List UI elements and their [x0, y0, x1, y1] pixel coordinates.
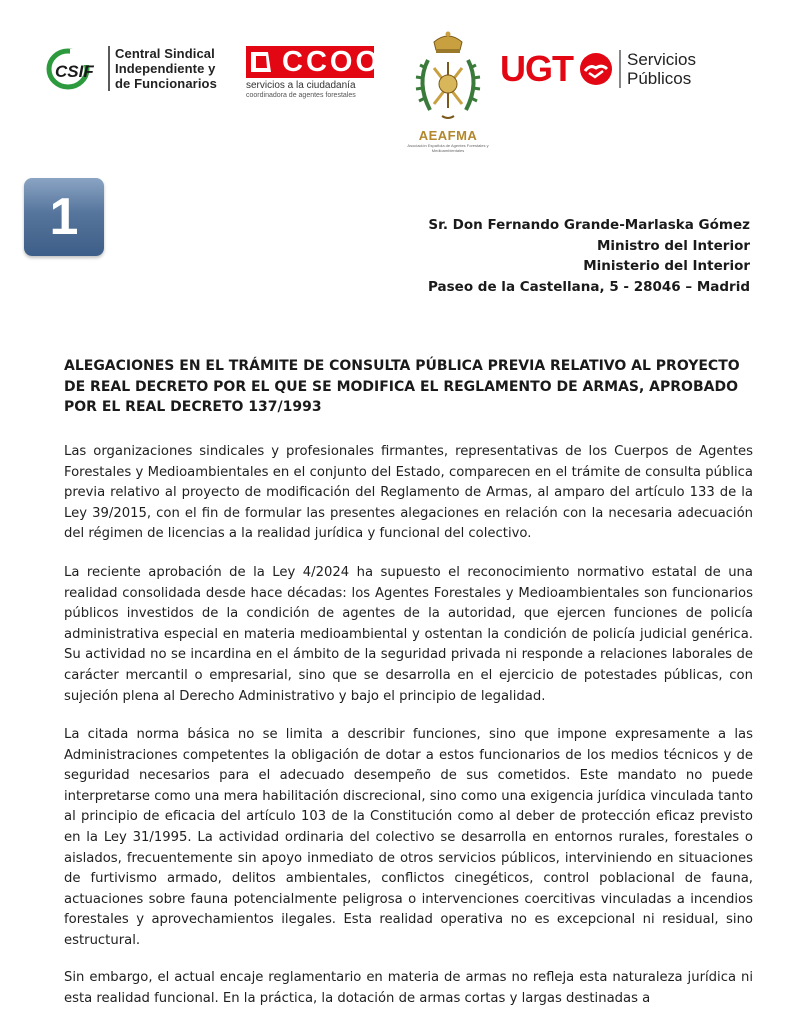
csif-line-3: de Funcionarios	[115, 76, 217, 91]
ccoo-symbol-icon	[246, 46, 276, 78]
aeafma-logo	[398, 28, 498, 153]
csif-name	[108, 46, 217, 91]
document-title: ALEGACIONES EN EL TRÁMITE DE CONSULTA PÚBLICA PREVIA RELATIVO AL PROYECTO DE REAL DECRETO POR EL QUE SE MODIFICA EL REGLAMENTO DE ARMAS, APROBADO POR EL REAL DECRETO 137/1993	[64, 358, 740, 415]
ccoo-subtitle: servicios a la ciudadanía	[246, 80, 356, 91]
paragraph: Las organizaciones sindicales y profesionales firmantes, representativas de los Cuerpos de Agentes Forestales y Medioambientales en el conjunto del Estado, comparecen en el trámite de consulta pública previa relativo al proyecto de modificación del Reglamento de Armas, al amparo del artículo 133 de la Ley 39/2015, con el fin de formular las presentes alegaciones en relación con la necesaria adecuación del régimen de licencias a la realidad jurídica y funcional del colectivo.	[64, 444, 753, 542]
ccoo-name: CCOO	[282, 46, 381, 78]
ccoo-box	[246, 46, 381, 78]
page-number-badge	[24, 178, 104, 256]
ccoo-logo	[246, 46, 381, 100]
ugt-logo	[500, 50, 696, 88]
csif-line-1: Central Sindical	[115, 46, 215, 61]
paragraph: La reciente aprobación de la Ley 4/2024 ha supuesto el reconocimiento normativo estatal de una realidad consolidada desde hace décadas: los Agentes Forestales y Medioambientales son funcionarios públicos investidos de la condición de agentes de la autoridad, que ejercen funciones de policía administrativa especial en materia medioambiental y ostentan la condición de policía judicial genérica. Su actividad no se incardina en el ámbito de la seguridad privada ni responde a relaciones laborales de carácter mercantil o empresarial, sino que se desarrolla en el ejercicio de potestades públicas, con sujeción plena al Derecho Administrativo y bajo el principio de legalidad.	[64, 565, 753, 704]
ugt-service	[619, 50, 696, 88]
ugt-handshake-icon	[579, 52, 613, 86]
aeafma-emblem-icon	[408, 28, 488, 128]
ugt-service-line-1: Servicios	[627, 50, 696, 69]
recipient-street: Paseo de la Castellana, 5 - 28046 – Madrid	[427, 278, 750, 295]
csif-logo	[46, 46, 217, 91]
recipient-ministry: Ministerio del Interior	[583, 258, 750, 274]
recipient-address	[428, 215, 750, 297]
ugt-name: UGT	[500, 48, 573, 89]
aeafma-name: AEAFMA	[418, 128, 478, 143]
csif-mark-icon	[46, 47, 104, 91]
paragraph: Sin embargo, el actual encaje reglamentario en materia de armas no refleja esta naturaleza jurídica ni esta realidad funcional. En la práctica, la dotación de armas cortas y largas destinadas a	[64, 970, 753, 1006]
recipient-name: Sr. Don Fernando Grande-Marlaska Gómez	[428, 217, 750, 233]
ccoo-subtitle-2: coordinadora de agentes forestales	[246, 92, 356, 99]
paragraph: La citada norma básica no se limita a describir funciones, sino que impone expresamente a las Administraciones competentes la obligación de dotar a estos funcionarios de los medios técnicos y de seguridad necesarios para el adecuado desempeño de sus cometidos. Este mandato no puede interpretarse como una mera habilitación discrecional, sino como una exigencia jurídica vinculada tanto al principio de eficacia del artículo 103 de la Constitución como al deber de protección eficaz previsto en la Ley 31/1995. La actividad ordinaria del colectivo se desarrolla en entornos rurales, forestales o aislados, frecuentemente sin apoyo inmediato de otros servicios públicos, interviniendo en situaciones de furtivismo armado, delitos ambientales, conflictos cinegéticos, control poblacional de fauna, actuaciones sobre fauna potencialmente peligrosa o intervenciones coercitivas vinculadas a incendios forestales y aprovechamientos ilegales. Esta realidad operativa no es excepcional ni residual, sino estructural.	[64, 727, 754, 948]
aeafma-subtitle: Asociación Española de Agentes Forestales y Medioambientales	[407, 143, 489, 153]
recipient-role: Ministro del Interior	[596, 237, 750, 254]
ugt-service-line-2: Públicos	[627, 69, 692, 88]
logo-row	[0, 40, 795, 153]
svg-text:CSIF: CSIF	[55, 61, 94, 81]
page-number: 1	[49, 188, 79, 246]
csif-line-2: Independiente y	[115, 61, 216, 76]
